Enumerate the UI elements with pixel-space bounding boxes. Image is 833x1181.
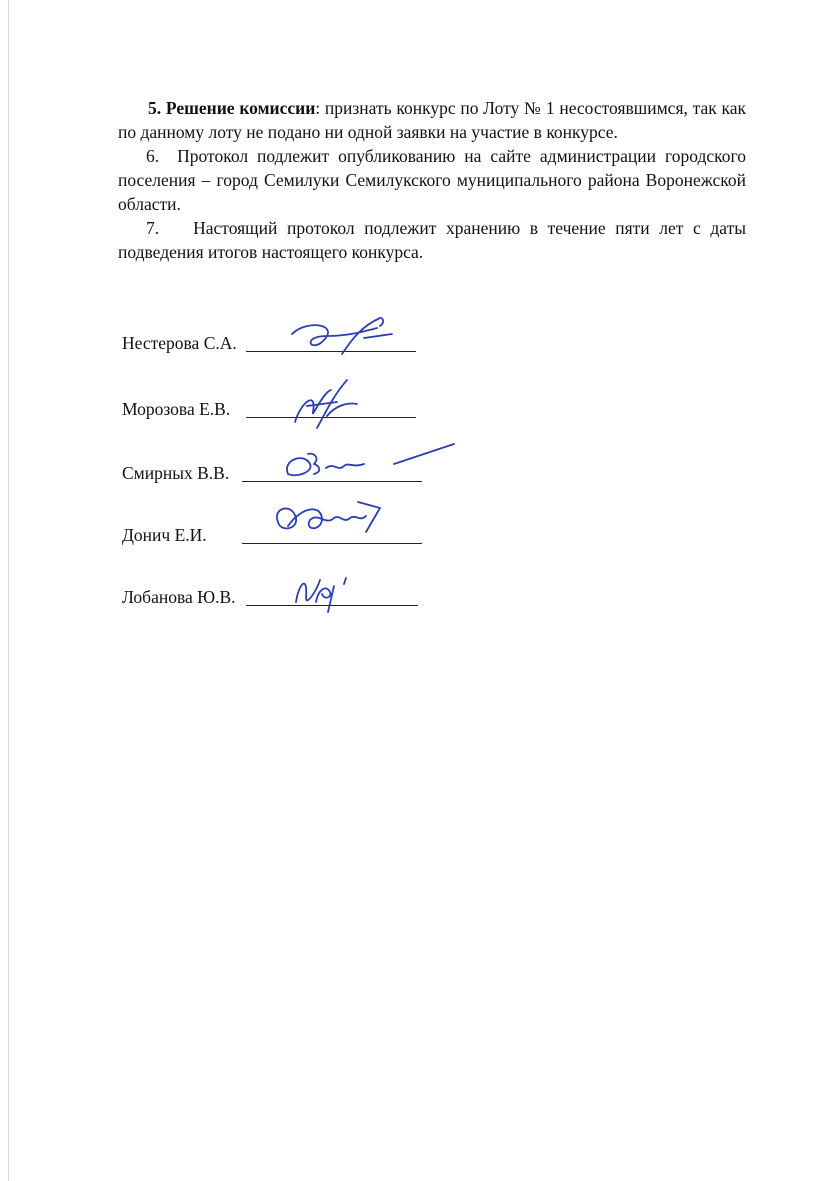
signature-row-donich xyxy=(122,512,452,552)
paragraph-bold-lead: Решение комиссии xyxy=(165,98,316,118)
signatory-name: Донич Е.И. xyxy=(122,525,207,545)
paragraph-7 xyxy=(118,216,746,264)
paragraph-number: 6. xyxy=(146,146,160,166)
signatory-name: Лобанова Ю.В. xyxy=(122,587,236,607)
signatory-name: Смирных В.В. xyxy=(122,463,230,483)
paragraph-text: : признать конкурс по Лоту № 1 несостоявшимся, так как по данному лоту не подано ни одной заявки на участие в конкурсе. xyxy=(118,98,746,142)
signature-row-morozova xyxy=(122,386,452,426)
paragraph-text: Настоящий протокол подлежит хранению в течение пяти лет с даты подведения итогов настоящего конкурса. xyxy=(118,218,746,262)
signature-row-nesterova xyxy=(122,320,452,360)
paragraph-5 xyxy=(118,96,746,144)
handwritten-signature-image xyxy=(286,562,366,617)
signatory-name: Нестерова С.А. xyxy=(122,333,237,353)
scan-edge-line xyxy=(8,0,9,1181)
signature-row-smirnykh xyxy=(122,450,452,490)
handwritten-signature-image xyxy=(282,314,402,364)
paragraph-number: 7. xyxy=(146,218,160,238)
handwritten-signature-image xyxy=(287,372,367,432)
paragraph-6 xyxy=(118,144,746,216)
handwritten-signature-image xyxy=(274,432,464,487)
paragraph-text: Протокол подлежит опубликованию на сайте администрации городского поселения – город Семилуки Семилукского муниципального района Воронежской области. xyxy=(118,146,746,214)
paragraph-number: 5. xyxy=(148,98,162,118)
protocol-text xyxy=(118,96,746,264)
signatory-name: Морозова Е.В. xyxy=(122,399,231,419)
signature-row-lobanova xyxy=(122,574,452,614)
handwritten-signature-image xyxy=(262,492,392,552)
